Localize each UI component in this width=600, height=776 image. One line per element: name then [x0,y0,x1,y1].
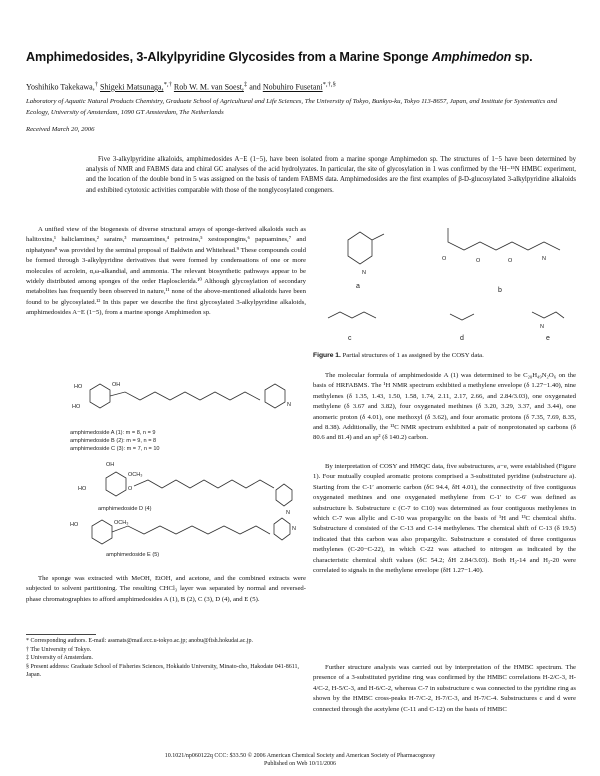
page-footer [90,752,510,768]
atom-o-4: O [128,486,133,492]
atom-oh-1: OH [112,382,121,388]
structure-label-c: amphimedoside C (3): m = 7, n = 10 [70,446,160,452]
author-3[interactable]: Rob W. M. van Soest, [173,82,244,92]
author-2[interactable]: Shigeki Matsunaga, [100,82,164,92]
alkyl-chain-5 [112,526,270,534]
footnotes [26,637,306,680]
atom-n-1: N [287,402,291,408]
substructure-c-label: c [348,335,352,342]
atom-och3-5: OCH₃ [114,520,129,526]
received-date: Received March 20, 2006 [26,126,95,133]
footnote-rule [26,634,96,635]
structure-label-b: amphimedoside B (2): m = 9, n = 8 [70,438,157,444]
substructure-b-o3: O [508,258,513,264]
author-list: Yoshihiko Takekawa,† Shigeki Matsunaga,*,† Rob W. M. van Soest,‡ and Nobuhiro Fusetani*,†,§ [26,81,336,92]
substructure-c-chain [328,312,376,318]
figure-1-substructures [318,222,576,344]
pyridine-ring-5 [274,518,290,540]
pyridine-ring-4 [276,484,292,506]
substructure-a [348,232,384,290]
substructure-b-o2: O [476,258,481,264]
pyridine-ring-1 [265,384,285,408]
footer-published: Published on Web 10/11/2006 [263,761,337,767]
substructure-b-n: N [542,256,546,262]
footnote-corresponding: * Corresponding authors. E-mail: assmats@mail.ecc.u-tokyo.ac.jp; anobu@fish.hokudai.ac.jp. [26,638,254,644]
substructure-a-ring [348,232,372,264]
atom-ho-1: HO [74,384,83,390]
substructure-d-label: d [460,335,464,342]
figure-1-caption: Figure 1. Partial structures of 1 as assigned by the COSY data. [313,352,484,359]
footer-doi: 10.1021/np060122q CCC: $33.50 © 2006 American Chemical Society and American Society of Pharmacognosy [164,753,436,759]
substructure-b [442,228,560,294]
structure-1-3 [70,382,291,452]
footnote-tokyo: † The University of Tokyo. [26,646,92,653]
substructure-d-chain [450,314,474,320]
glucose-ring-5 [92,520,112,544]
extraction-paragraph: The sponge was extracted with MeOH, EtOH, and acetone, and the combined extracts were subjected to solvent partitioning. The resulting CHCl₃ layer was separated by normal and reversed-phase chromatographies to afford amphimedosides A (1), B (2), C (3), D (4), and E (5). [26,575,306,603]
affiliation: Laboratory of Aquatic Natural Products Chemistry, Graduate School of Agricultural and Life Sciences, The University of Tokyo, Bunkyo-ku, Tokyo 113-8657, Japan, and Institute for Systematics and Ecology, University of Amsterdam, 1090 GT Amsterdam, The Netherlands [26,98,558,116]
atom-ho-5: HO [70,522,79,528]
substructure-b-chain [448,228,560,250]
substructure-e-label: e [546,335,550,342]
atom-ho-4: HO [78,486,87,492]
alkyl-chain-1 [110,392,260,400]
footnote-amsterdam: ‡ University of Amsterdam. [26,655,93,662]
structure-4 [78,462,292,516]
substructure-b-o1: O [442,256,447,262]
substructures-c-e [328,312,564,342]
atom-ho-2: HO [72,404,81,410]
structure-label-a: amphimedoside A (1): m = 8, n = 9 [70,430,156,436]
glucose-ring-1 [90,384,110,408]
atom-och3-4: OCH₃ [128,472,143,478]
structure-label-e: amphimedoside E (5) [106,552,160,558]
col2-paragraph-2: By interpretation of COSY and HMQC data, five substructures, a−e, were established (Figure 1). Four mutually coupled aromatic protons comprised a 3-substituted pyridine (substructure a). Starting from the C-1′ anomeric carbon (δC 94.4, δH 4.01), the connectivity of five contiguous oxygenated methines and one oxygenated methylene from C-1′ to C-6′ was defined as substructure b. Substructure c (C-7 to C10) was determined as four contiguous methylenes in which C-7 was allylic and C-10 was propargylic on the basis of ¹H and ¹³C chemical shifts. Substructure d consisted of the C-13 and C-14 methylenes. The chemical shift of C-13 (δ 19.5) indicated that this carbon was also propargylic. Substructure e consisted of three contiguous methylenes (C-20−C-22), in which C-22 was attached to nitrogen as indicated by the characteristic chemical shift values (δC 54.2; δH 2.84/3.03). Both H₂-14 and H₂-20 were correlated to signals in the methylene envelope (δH 1.27−1.40). [313,463,576,575]
article-title: Amphimedosides, 3-Alkylpyridine Glycosides from a Marine Sponge Amphimedon sp. [26,50,533,64]
structure-5 [70,518,296,558]
col2-paragraph-3: Further structure analysis was carried out by interpretation of the HMBC spectrum. The presence of a 3-substituted pyridine ring was confirmed by the HMBC correlations H-2/C-3, H-4/C-2, H-5/C-3, and H-6/C-2, whereas C-7 in substructure c was connected to the pyridine ring as shown by the HMBC cross-peaks H-7/C-2, H-7/C-3, and H-7/C-4. Substructures c and d were connected through the acetylene (C-11 and C-12) on the basis of HMBC [313,664,576,713]
atom-oh-4a: OH [106,462,115,468]
col2-paragraph-1: The molecular formula of amphimedoside A (1) was determined to be C₂₈H₄₉N₂O₆ on the basis of HRFABMS. The ¹H NMR spectrum exhibited a methylene envelope (δ 1.27−1.40), nine methylenes (δ 1.35, 1.43, 1.50, 1.58, 1.74, 2.11, 2.17, 2.66, and 2.84/3.03), one oxygenated methylene (δ 3.67 and 3.82), four oxygenated methines (δ 3.20, 3.29, 3.37, and 3.44), one anomeric proton (δ 4.01), one methoxyl (δ 3.62), and four aromatic protons (δ 7.35, 7.69, 8.35, and 8.38). Additionally, the ¹³C NMR spectrum exhibited a pair of nonprotonated sp carbons (δ 80.6 and 81.4) and an sp² (δ 140.2) carbon. [313,372,576,442]
substructure-a-n: N [362,270,366,276]
substructure-e-n: N [540,324,544,330]
figure-1-caption-number: Figure 1. [313,352,341,359]
author-4[interactable]: Nobuhiro Fusetani [262,82,323,92]
substructure-b-label: b [498,287,502,294]
intro-paragraph: A unified view of the biogenesis of diverse structural arrays of sponge-derived alkaloids such as halitoxins,¹ haliclamines,² sarains,³ manzamines,⁴ petrosins,⁵ xestospongins,⁶ papuamines,⁷ and niphatynes⁸ was provided by the seminal proposal of Baldwin and Whitehead.⁹ These compounds could be formed through 3-alkylpyridine derivatives that were formed by condensations of one or more molecules of acrolein, α,ω-alkandial, and ammonia. The relevant biosynthetic pathways appear to be widely distributed among sponges of the order Haplosclerida.¹⁰ Although glycosylation of secondary metabolites has frequently been observed in nature,¹¹ none of the above-mentioned alkaloids have been found to be glycosylated.¹² In this paper we describe the first glycosylated 3-alkylpyridine alkaloids, amphimedosides A−E (1−5), from a marine sponge Amphimedon sp. [26,226,306,317]
glucose-ring-4 [106,472,126,496]
atom-n-5: N [292,526,296,532]
amphimedoside-structures [70,378,305,570]
alkyl-chain-4 [134,480,274,488]
structure-label-d: amphimedoside D (4) [98,506,152,512]
abstract: Five 3-alkylpyridine alkaloids, amphimedosides A−E (1−5), have been isolated from a marine sponge Amphimedon sp. The structures of 1−5 have been determined by analysis of NMR and FABMS data and chiral GC analyses of the acid hydrolyzates. In particular, the site of glycosylation in 1 was confirmed by the ¹H−¹⁵N HMBC experiment, and the location of the double bond in 5 was assigned on the basis of tandem FABMS data. Amphimedosides are the first examples of β-D-glucosylated 3-alkylpyridine alkaloids and exhibited cytotoxic activities comparable with those of the nonglycosylated congeners. [86,156,576,194]
author-1: Yoshihiko Takekawa, [26,82,95,92]
footnote-present-address: § Present address: Graduate School of Fisheries Sciences, Hokkaido University, Minato-cho, Hakodate 041-8611, Japan. [26,663,299,679]
atom-n-4: N [286,510,290,516]
substructure-a-label: a [356,283,360,290]
substructure-e-chain [532,312,564,318]
